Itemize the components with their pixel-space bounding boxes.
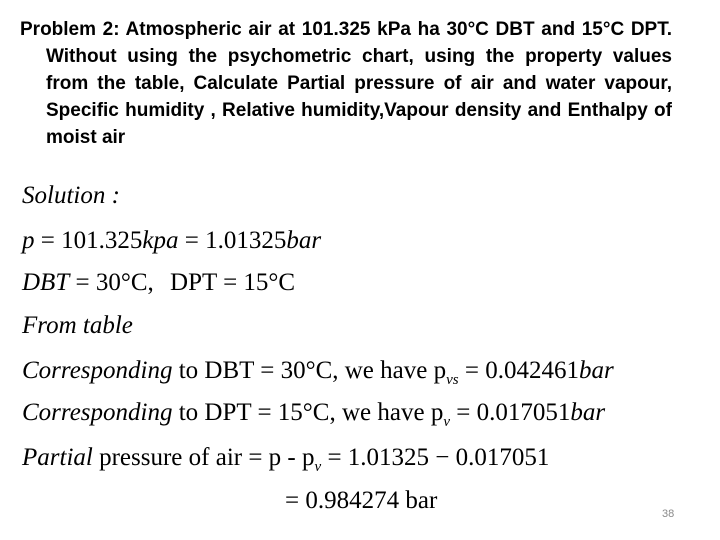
partial-pressure-calculation: = 1.01325 − 0.017051 [327, 444, 550, 471]
dpt-label: DPT [170, 269, 217, 296]
pressure-symbol: p [22, 227, 35, 254]
from-table-label: From table [22, 312, 133, 339]
corresponding-label: Corresponding [22, 399, 173, 426]
partial-pressure-result: = 0.984274 bar [285, 487, 438, 514]
temperature-equation: DBT = 30°C, DPT = 15°C [22, 269, 296, 296]
pressure-equation: p = 101.325kpa = 1.01325bar [22, 227, 322, 254]
saturation-pressure-unit: bar [578, 357, 614, 384]
vapour-pressure-unit: bar [570, 399, 606, 426]
dpt-value: 15°C [243, 269, 296, 296]
page-number: 38 [662, 508, 675, 520]
pressure-unit-bar: bar [286, 227, 322, 254]
saturation-pressure-value: = 0.042461 [464, 357, 579, 384]
vapour-pressure-line [22, 398, 605, 437]
partial-label: Partial [22, 444, 93, 471]
subscript-vs: vs [446, 372, 459, 388]
saturation-condition: to DBT = 30°C, we have p [178, 357, 447, 384]
partial-pressure-line [22, 443, 549, 482]
subscript-v: v [314, 459, 322, 475]
problem-statement: Problem 2: Atmospheric air at 101.325 kPa ha 30°C DBT and 15°C DPT. Without using the psychometric chart, using the property values from the table, Calculate Partial pressure of air and water vapour, Specific humidity , Relative humidity,Vapour density and Enthalpy of moist air [20, 19, 672, 148]
dbt-label: DBT [22, 269, 70, 296]
saturation-pressure-line [22, 356, 614, 395]
dbt-value: 30°C, [95, 269, 154, 296]
partial-pressure-expression: pressure of air = p - p [99, 444, 315, 471]
pressure-value-bar: 1.01325 [205, 227, 287, 254]
subscript-v: v [443, 414, 450, 430]
vapour-pressure-value: = 0.017051 [456, 399, 571, 426]
pressure-value-kpa: 101.325 [61, 227, 143, 254]
solution-heading: Solution : [22, 182, 120, 209]
pressure-unit-kpa: kpa [142, 227, 179, 254]
corresponding-label: Corresponding [22, 357, 173, 384]
vapour-condition: to DPT = 15°C, we have p [178, 399, 444, 426]
